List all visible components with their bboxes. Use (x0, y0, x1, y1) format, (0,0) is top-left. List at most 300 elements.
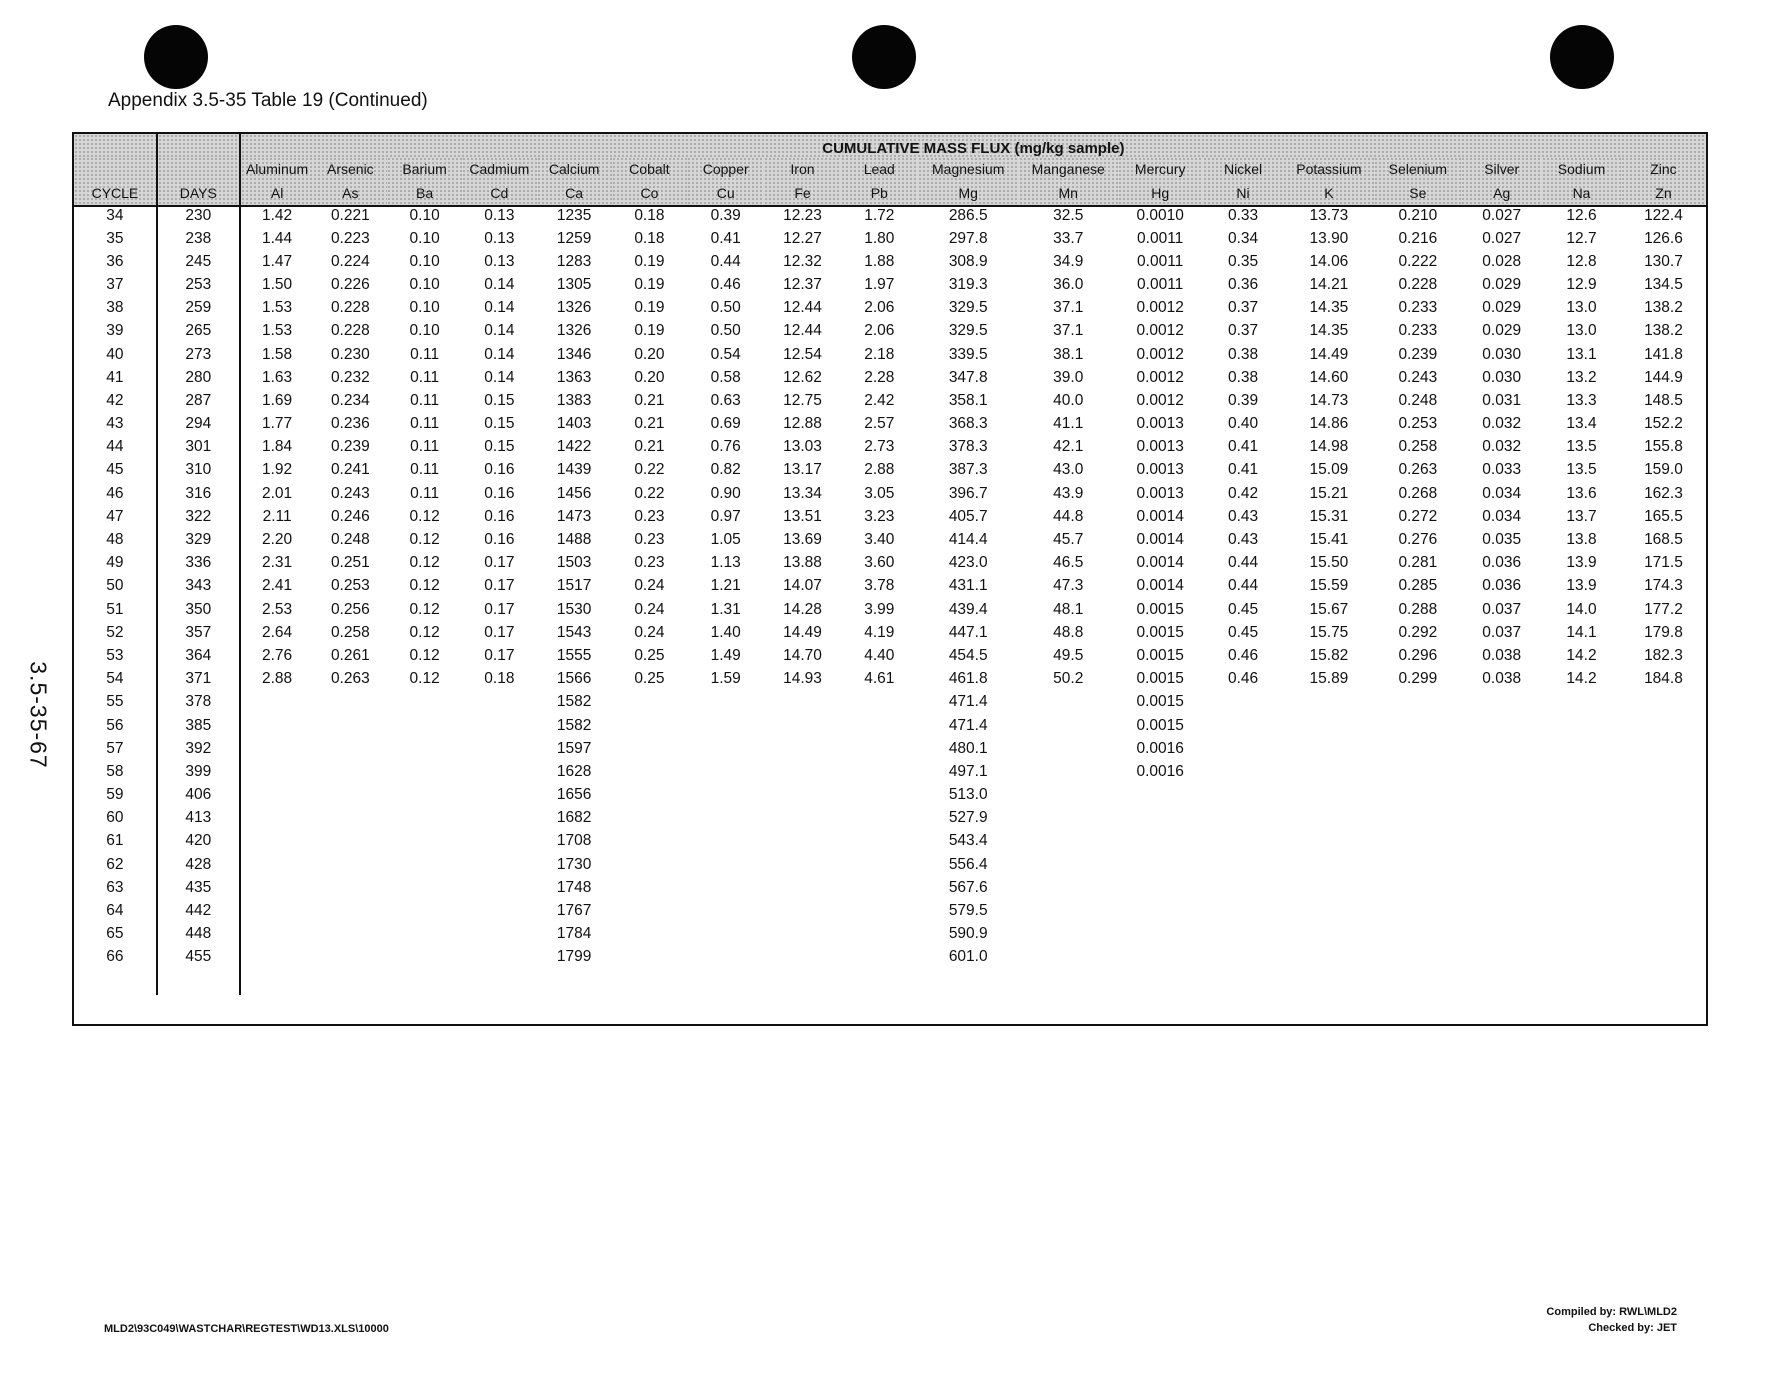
value-cell (1374, 737, 1461, 760)
value-cell (1283, 807, 1374, 830)
value-cell (240, 737, 314, 760)
value-cell (1283, 737, 1374, 760)
value-cell (841, 691, 918, 714)
table-row (74, 459, 1706, 482)
value-cell (1374, 807, 1461, 830)
value-cell: 1.77 (262, 415, 293, 433)
value-cell: 14.49 (783, 623, 822, 641)
value-cell (841, 899, 918, 922)
value-cell: 297.8 (948, 229, 988, 247)
value-cell (313, 923, 387, 946)
value-cell: 0.25 (634, 646, 665, 664)
days-cell: 413 (157, 807, 240, 830)
days-cell: 316 (157, 482, 240, 505)
value-cell: 2.64 (262, 623, 293, 641)
value-cell (612, 899, 688, 922)
value-cell: 0.246 (330, 507, 370, 525)
value-cell (1461, 946, 1542, 969)
value-cell (764, 784, 841, 807)
value-cell (687, 714, 764, 737)
value-cell: 0.21 (634, 415, 665, 433)
value-cell: 0.11 (410, 415, 440, 433)
value-cell: 368.3 (948, 415, 988, 433)
value-cell: 12.44 (783, 299, 822, 317)
value-cell: 4.19 (864, 623, 895, 641)
value-cell (240, 899, 314, 922)
column-header-lead: Lead (841, 157, 918, 181)
value-cell (1203, 876, 1284, 899)
table-row (74, 343, 1706, 366)
value-cell (764, 760, 841, 783)
value-cell: 0.261 (330, 646, 370, 664)
value-cell: 0.18 (634, 207, 665, 224)
value-cell (1283, 760, 1374, 783)
column-header-calcium: Calcium (537, 157, 612, 181)
value-cell: 0.23 (634, 554, 665, 572)
value-cell (1374, 760, 1461, 783)
value-cell: 0.39 (1227, 391, 1259, 409)
value-cell (1283, 899, 1374, 922)
value-cell (1283, 691, 1374, 714)
value-cell: 0.34 (1227, 229, 1259, 247)
value-cell: 12.7 (1566, 229, 1597, 247)
value-cell (240, 853, 314, 876)
value-cell: 1456 (556, 484, 592, 502)
value-cell (1461, 807, 1542, 830)
value-cell: 0.12 (409, 623, 440, 641)
days-cell: 245 (157, 250, 240, 273)
value-cell: 2.73 (864, 438, 895, 456)
value-cell: 0.228 (1398, 275, 1438, 293)
value-cell (1118, 876, 1203, 899)
value-cell: 0.54 (710, 345, 741, 363)
days-cell: 406 (157, 784, 240, 807)
value-cell (462, 691, 537, 714)
value-cell: 590.9 (948, 925, 988, 943)
value-cell: 1.49 (710, 646, 741, 664)
value-cell (1621, 807, 1706, 830)
cycle-cell: 41 (74, 366, 157, 389)
value-cell (1374, 830, 1461, 853)
cycle-cell: 42 (74, 389, 157, 412)
value-cell: 4.61 (864, 670, 895, 688)
table-row (74, 853, 1706, 876)
value-cell: 37.1 (1053, 299, 1084, 317)
value-cell (1203, 737, 1284, 760)
value-cell (313, 807, 387, 830)
table-row (74, 273, 1706, 296)
value-cell (1118, 807, 1203, 830)
value-cell: 0.17 (484, 646, 515, 664)
value-cell: 0.41 (1227, 438, 1259, 456)
value-cell: 0.10 (409, 229, 440, 247)
value-cell (1542, 784, 1621, 807)
table-row (74, 784, 1706, 807)
value-cell: 0.036 (1482, 554, 1522, 572)
value-cell (1374, 923, 1461, 946)
column-header-silver: Silver (1461, 157, 1542, 181)
days-header-top (157, 134, 240, 157)
table-row (74, 691, 1706, 714)
value-cell (462, 923, 537, 946)
value-cell (387, 899, 462, 922)
value-cell: 0.37 (1227, 299, 1259, 317)
binder-hole-right (1550, 25, 1614, 89)
value-cell: 1235 (556, 207, 592, 224)
value-cell: 0.0011 (1137, 252, 1184, 270)
value-cell: 0.234 (330, 391, 370, 409)
value-cell: 1.47 (262, 252, 293, 270)
value-cell: 1259 (556, 229, 592, 247)
value-cell (687, 760, 764, 783)
table-row (74, 830, 1706, 853)
value-cell (764, 899, 841, 922)
cycle-cell: 64 (74, 899, 157, 922)
value-cell: 165.5 (1644, 507, 1683, 525)
value-cell: 13.9 (1566, 577, 1597, 595)
value-cell (841, 876, 918, 899)
value-cell: 0.299 (1398, 670, 1438, 688)
value-cell: 39.0 (1053, 368, 1084, 386)
value-cell: 1.88 (864, 252, 895, 270)
value-cell: 49.5 (1053, 646, 1084, 664)
value-cell: 0.258 (1398, 438, 1438, 456)
value-cell: 0.46 (710, 275, 741, 293)
column-symbol-lead: Pb (841, 181, 918, 206)
header-row-group (74, 134, 1706, 157)
value-cell (1461, 899, 1542, 922)
value-cell (1019, 946, 1118, 969)
value-cell: 0.0014 (1136, 577, 1184, 595)
days-cell: 287 (157, 389, 240, 412)
value-cell (387, 760, 462, 783)
value-cell: 13.88 (783, 554, 822, 572)
value-cell (1118, 899, 1203, 922)
value-cell: 0.0013 (1136, 461, 1184, 479)
column-header-cobalt: Cobalt (612, 157, 688, 181)
value-cell (1203, 923, 1284, 946)
table-row (74, 320, 1706, 343)
value-cell: 1628 (556, 762, 592, 780)
value-cell: 0.23 (634, 531, 665, 549)
filler-cell (1019, 969, 1118, 995)
value-cell: 0.14 (484, 345, 515, 363)
value-cell: 0.12 (409, 600, 440, 618)
value-cell: 0.0014 (1136, 531, 1184, 549)
days-cell: 378 (157, 691, 240, 714)
value-cell: 0.22 (634, 461, 665, 479)
value-cell (1542, 737, 1621, 760)
value-cell (764, 830, 841, 853)
value-cell: 0.0011 (1137, 229, 1184, 247)
value-cell (1621, 923, 1706, 946)
filler-cell (1542, 969, 1621, 995)
value-cell: 1326 (556, 322, 592, 340)
value-cell (313, 876, 387, 899)
value-cell: 50.2 (1053, 670, 1084, 688)
value-cell: 0.42 (1227, 484, 1259, 502)
value-cell: 497.1 (948, 762, 988, 780)
value-cell: 347.8 (948, 368, 988, 386)
value-cell: 0.14 (484, 368, 515, 386)
column-symbol-arsenic: As (313, 181, 387, 206)
value-cell: 1.80 (864, 229, 895, 247)
value-cell: 155.8 (1644, 438, 1683, 456)
value-cell: 15.89 (1309, 670, 1349, 688)
value-cell (387, 737, 462, 760)
value-cell: 543.4 (948, 832, 988, 850)
value-cell: 0.0015 (1136, 623, 1184, 641)
value-cell: 179.8 (1644, 623, 1683, 641)
value-cell (687, 784, 764, 807)
value-cell (1621, 830, 1706, 853)
value-cell: 4.40 (864, 646, 895, 664)
column-symbol-manganese: Mn (1019, 181, 1118, 206)
value-cell: 13.69 (783, 531, 822, 549)
value-cell (387, 923, 462, 946)
value-cell: 1.97 (864, 275, 895, 293)
value-cell: 15.41 (1309, 531, 1349, 549)
days-cell: 392 (157, 737, 240, 760)
days-cell: 322 (157, 505, 240, 528)
column-header-aluminum: Aluminum (240, 157, 314, 181)
value-cell: 1799 (556, 948, 592, 966)
value-cell: 14.60 (1309, 368, 1349, 386)
value-cell: 1.05 (710, 531, 741, 549)
cycle-cell: 37 (74, 273, 157, 296)
value-cell: 3.23 (864, 507, 895, 525)
value-cell (1461, 830, 1542, 853)
value-cell: 0.76 (710, 438, 741, 456)
value-cell (1621, 946, 1706, 969)
value-cell: 0.029 (1482, 275, 1522, 293)
value-cell: 14.0 (1566, 600, 1597, 618)
value-cell: 0.0012 (1136, 345, 1184, 363)
value-cell: 13.9 (1566, 554, 1597, 572)
value-cell: 3.05 (864, 484, 895, 502)
value-cell: 15.75 (1309, 623, 1349, 641)
value-cell: 0.10 (409, 322, 440, 340)
value-cell: 513.0 (948, 786, 988, 804)
value-cell: 40.0 (1053, 391, 1084, 409)
filler-cell (918, 969, 1019, 995)
value-cell (240, 760, 314, 783)
value-cell (1374, 714, 1461, 737)
table-row (74, 760, 1706, 783)
table-row (74, 737, 1706, 760)
value-cell: 14.73 (1309, 391, 1349, 409)
value-cell (1203, 760, 1284, 783)
value-cell (612, 737, 688, 760)
value-cell: 1582 (556, 716, 592, 734)
column-symbol-copper: Cu (687, 181, 764, 206)
value-cell: 0.35 (1227, 252, 1259, 270)
value-cell (313, 830, 387, 853)
value-cell: 0.33 (1227, 207, 1259, 224)
value-cell: 2.88 (864, 461, 895, 479)
value-cell: 0.43 (1227, 507, 1259, 525)
value-cell: 0.029 (1482, 299, 1522, 317)
value-cell (1283, 923, 1374, 946)
value-cell: 2.31 (262, 554, 293, 572)
days-cell: 442 (157, 899, 240, 922)
value-cell: 13.73 (1309, 207, 1349, 224)
column-symbol-cadmium: Cd (462, 181, 537, 206)
value-cell: 0.43 (1227, 531, 1259, 549)
value-cell (612, 946, 688, 969)
value-cell: 14.1 (1566, 623, 1597, 641)
value-cell: 308.9 (948, 252, 988, 270)
compiled-by: Compiled by: RWL\MLD2 (1546, 1306, 1677, 1318)
value-cell: 0.21 (634, 438, 665, 456)
value-cell (841, 714, 918, 737)
value-cell: 15.31 (1309, 507, 1349, 525)
value-cell: 162.3 (1644, 484, 1683, 502)
cycle-cell: 54 (74, 668, 157, 691)
value-cell: 0.15 (484, 391, 515, 409)
filler-cell (387, 969, 462, 995)
column-header-zinc: Zinc (1621, 157, 1706, 181)
value-cell: 0.0015 (1136, 600, 1184, 618)
value-cell: 0.46 (1227, 646, 1259, 664)
filler-cell (1283, 969, 1374, 995)
value-cell: 0.037 (1482, 623, 1522, 641)
value-cell: 0.263 (1398, 461, 1438, 479)
value-cell: 0.38 (1227, 368, 1259, 386)
value-cell: 0.037 (1482, 600, 1522, 618)
value-cell: 0.46 (1227, 670, 1259, 688)
value-cell: 1363 (556, 368, 592, 386)
value-cell: 0.44 (710, 252, 741, 270)
header-row-element-symbols (74, 181, 1706, 206)
value-cell: 122.4 (1644, 207, 1683, 224)
value-cell: 0.13 (484, 252, 515, 270)
value-cell: 2.53 (262, 600, 293, 618)
days-cell: 428 (157, 853, 240, 876)
value-cell: 0.233 (1398, 299, 1438, 317)
value-cell: 0.032 (1482, 415, 1522, 433)
value-cell: 12.8 (1566, 252, 1597, 270)
value-cell: 15.82 (1309, 646, 1349, 664)
value-cell (1203, 830, 1284, 853)
value-cell: 0.20 (634, 368, 665, 386)
value-cell: 1.40 (710, 623, 741, 641)
value-cell: 0.16 (484, 461, 515, 479)
value-cell: 0.239 (330, 438, 370, 456)
column-symbol-zinc: Zn (1621, 181, 1706, 206)
value-cell: 2.06 (864, 322, 895, 340)
value-cell: 45.7 (1053, 531, 1084, 549)
value-cell: 1708 (556, 832, 592, 850)
table-row (74, 250, 1706, 273)
table-row (74, 552, 1706, 575)
value-cell: 0.276 (1398, 531, 1438, 549)
value-cell: 0.20 (634, 345, 665, 363)
value-cell: 48.8 (1053, 623, 1084, 641)
filler-cell (157, 969, 240, 995)
value-cell: 1767 (556, 902, 592, 920)
value-cell: 0.243 (330, 484, 370, 502)
value-cell: 0.241 (330, 461, 370, 479)
value-cell: 14.2 (1566, 646, 1597, 664)
value-cell: 0.034 (1482, 507, 1522, 525)
value-cell: 41.1 (1053, 415, 1084, 433)
value-cell: 480.1 (948, 739, 988, 757)
value-cell: 0.17 (484, 554, 515, 572)
days-cell: 399 (157, 760, 240, 783)
days-cell: 273 (157, 343, 240, 366)
value-cell: 0.281 (1398, 554, 1438, 572)
value-cell (1283, 853, 1374, 876)
value-cell: 14.06 (1309, 252, 1349, 270)
value-cell (1621, 899, 1706, 922)
value-cell (841, 830, 918, 853)
value-cell (841, 784, 918, 807)
value-cell: 378.3 (948, 438, 988, 456)
value-cell: 0.030 (1482, 345, 1522, 363)
filler-cell (764, 969, 841, 995)
value-cell: 0.030 (1482, 368, 1522, 386)
value-cell (764, 807, 841, 830)
column-symbol-sodium: Na (1542, 181, 1621, 206)
filler-cell (537, 969, 612, 995)
column-symbol-iron: Fe (764, 181, 841, 206)
value-cell: 339.5 (948, 345, 988, 363)
cycle-cell: 56 (74, 714, 157, 737)
column-symbol-silver: Ag (1461, 181, 1542, 206)
value-cell (313, 691, 387, 714)
value-cell: 0.224 (330, 252, 370, 270)
value-cell: 0.24 (634, 577, 665, 595)
value-cell: 0.12 (409, 577, 440, 595)
days-cell: 357 (157, 621, 240, 644)
value-cell: 1422 (556, 438, 592, 456)
value-cell (313, 946, 387, 969)
column-header-sodium: Sodium (1542, 157, 1621, 181)
group-header: CUMULATIVE MASS FLUX (mg/kg sample) (240, 134, 1706, 157)
cycle-cell: 66 (74, 946, 157, 969)
table-row (74, 876, 1706, 899)
value-cell (313, 714, 387, 737)
value-cell: 2.20 (262, 531, 293, 549)
value-cell: 13.4 (1566, 415, 1597, 433)
column-symbol-calcium: Ca (537, 181, 612, 206)
column-symbol-selenium: Se (1374, 181, 1461, 206)
value-cell: 1682 (556, 809, 592, 827)
header-row-element-names (74, 157, 1706, 181)
value-cell: 42.1 (1053, 438, 1084, 456)
value-cell (387, 876, 462, 899)
value-cell (240, 923, 314, 946)
value-cell: 0.0016 (1136, 739, 1184, 757)
table-row (74, 575, 1706, 598)
value-cell (764, 923, 841, 946)
value-cell (1621, 876, 1706, 899)
column-header-iron: Iron (764, 157, 841, 181)
value-cell: 319.3 (948, 275, 988, 293)
days-cell: 455 (157, 946, 240, 969)
value-cell: 138.2 (1644, 299, 1683, 317)
value-cell (612, 830, 688, 853)
value-cell: 0.11 (410, 345, 440, 363)
value-cell: 0.216 (1398, 229, 1438, 247)
value-cell: 0.222 (1398, 252, 1438, 270)
value-cell: 1.53 (262, 299, 293, 317)
value-cell: 2.11 (262, 507, 292, 525)
value-cell: 405.7 (948, 507, 988, 525)
value-cell (1118, 784, 1203, 807)
value-cell (1461, 760, 1542, 783)
